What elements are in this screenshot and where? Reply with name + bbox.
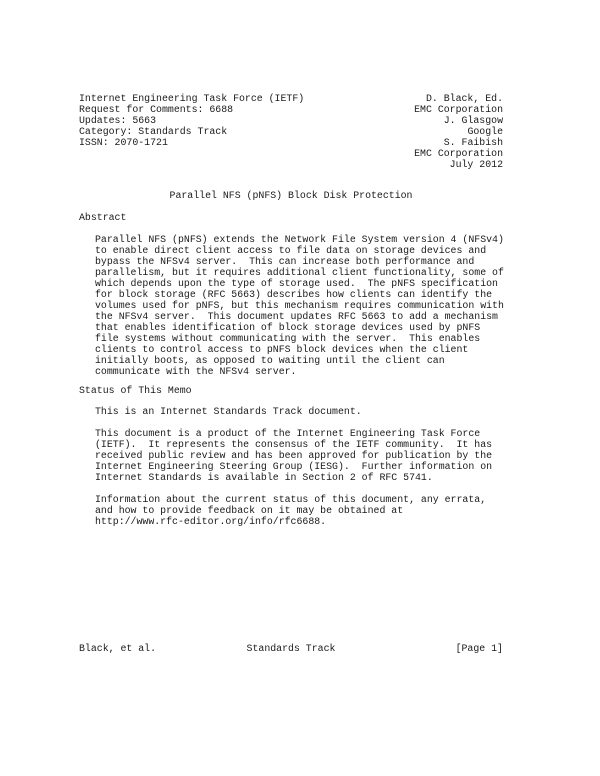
header-affiliation: EMC Corporation [414, 148, 503, 159]
text-line [79, 406, 503, 417]
header-date: July 2012 [449, 159, 503, 170]
text-line [79, 278, 503, 289]
footer-page-number: [Page 1] [455, 643, 503, 654]
status-line: Information about the current status of this document, any errata, [95, 494, 487, 505]
abstract-line: clients to control access to pNFS block devices when the client [95, 344, 469, 355]
text-line [79, 333, 503, 344]
text-line [79, 516, 503, 527]
header-affiliation: Google [467, 126, 503, 137]
header-row [79, 148, 503, 159]
text-line [79, 289, 503, 300]
header-organization: Internet Engineering Task Force (IETF) [79, 93, 305, 104]
header-row [79, 104, 503, 115]
header-affiliation: EMC Corporation [414, 104, 503, 115]
abstract-line: bypass the NFSv4 server. This can increase both performance and [95, 256, 475, 267]
abstract-line: initially boots, as opposed to waiting until the client can [95, 355, 445, 366]
abstract-line: Parallel NFS (pNFS) extends the Network File System version 4 (NFSv4) [95, 234, 504, 245]
text-line [79, 461, 503, 472]
footer-status: Standards Track [246, 643, 336, 654]
text-line [79, 366, 503, 377]
header-author: D. Black, Ed. [425, 93, 503, 104]
abstract-line: volumes used for pNFS, but this mechanism requires communication with [95, 300, 504, 311]
abstract-line: parallelism, but it requires additional client functionality, some of [95, 267, 504, 278]
text-line [79, 344, 503, 355]
text-line [79, 494, 503, 505]
footer-authors: Black, et al. [79, 643, 157, 654]
text-line [79, 311, 503, 322]
header-author: S. Faibish [443, 137, 503, 148]
header-issn: ISSN: 2070-1721 [79, 137, 168, 148]
section-heading-row [79, 212, 503, 223]
text-line [79, 428, 503, 439]
status-url[interactable]: http://www.rfc-editor.org/info/rfc6688. [95, 516, 327, 527]
status-line: received public review and has been approved for publication by the [95, 450, 493, 461]
text-line [79, 505, 503, 516]
text-line [79, 234, 503, 245]
header-author: J. Glasgow [443, 115, 503, 126]
text-line [79, 267, 503, 278]
status-line: (IETF). It represents the consensus of the IETF community. It has [95, 439, 493, 450]
status-line: Internet Engineering Steering Group (IESG). Further information on [95, 461, 493, 472]
status-line: This document is a product of the Internet Engineering Task Force [95, 428, 481, 439]
status-line: This is an Internet Standards Track document. [95, 406, 362, 417]
page-footer [79, 643, 503, 654]
text-line [79, 355, 503, 366]
text-line [79, 472, 503, 483]
abstract-line: which depends upon the type of storage used. The pNFS specification [95, 278, 498, 289]
header-updates: Updates: 5663 [79, 115, 157, 126]
text-line [79, 300, 503, 311]
header-row [79, 115, 503, 126]
abstract-line: the NFSv4 server. This document updates RFC 5663 to add a mechanism [95, 311, 498, 322]
text-line [79, 450, 503, 461]
header-row [79, 93, 503, 104]
status-line: and how to provide feedback on it may be obtained at [95, 505, 404, 516]
section-heading-row [79, 385, 503, 396]
document-title-row [79, 190, 503, 201]
abstract-line: file systems without communicating with the server. This enables [95, 333, 481, 344]
abstract-heading: Abstract [79, 212, 127, 223]
status-line: Internet Standards is available in Section 2 of RFC 5741. [95, 472, 433, 483]
abstract-line: communicate with the NFSv4 server. [95, 366, 297, 377]
abstract-line: to enable direct client access to file data on storage devices and [95, 245, 487, 256]
abstract-line: that enables identification of block storage devices used by pNFS [95, 322, 481, 333]
document-title: Parallel NFS (pNFS) Block Disk Protection [169, 190, 413, 201]
header-rfc-number: Request for Comments: 6688 [79, 104, 234, 115]
text-line [79, 256, 503, 267]
text-line [79, 439, 503, 450]
status-heading: Status of This Memo [79, 385, 192, 396]
header-category: Category: Standards Track [79, 126, 228, 137]
abstract-line: for block storage (RFC 5663) describes how clients can identify the [95, 289, 493, 300]
text-line [79, 322, 503, 333]
header-row [79, 137, 503, 148]
header-row [79, 126, 503, 137]
text-line [79, 245, 503, 256]
header-row [79, 159, 503, 170]
